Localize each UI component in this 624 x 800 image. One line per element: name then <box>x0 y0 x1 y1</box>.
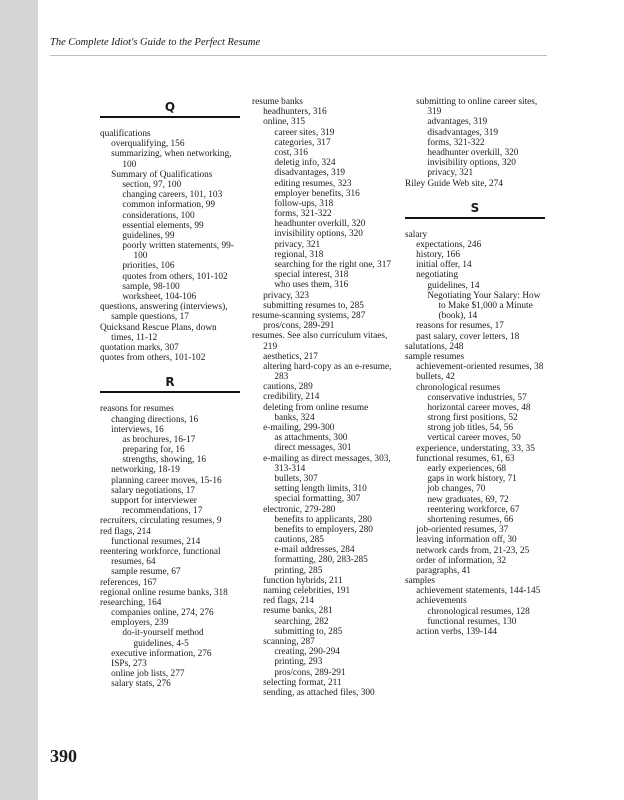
index-entry: Quicksand Rescue Plans, down times, 11-12 <box>100 322 217 343</box>
index-subentry: cautions, 289 <box>263 382 313 393</box>
index-subentry: privacy, 321 <box>274 239 321 250</box>
index-subentry: common information, 99 <box>122 200 216 211</box>
index-subentry: aesthetics, 217 <box>263 351 318 362</box>
index-subentry: bullets, 42 <box>416 372 455 383</box>
index-subentry: cautions, 285 <box>274 535 324 546</box>
index-subentry: essential elements, 99 <box>122 220 204 231</box>
index-entry: resume-scanning systems, 287 <box>252 310 366 321</box>
index-subentry: invisibility options, 320 <box>427 158 516 169</box>
index-subentry: new graduates, 69, 72 <box>427 494 509 505</box>
index-subentry: e-mail addresses, 284 <box>274 545 355 556</box>
index-subentry: gaps in work history, 71 <box>427 474 517 485</box>
index-subentry: do-it-yourself method guidelines, 4-5 <box>122 628 204 649</box>
index-subentry: bullets, 307 <box>274 473 318 484</box>
index-subentry: employers, 239 <box>111 618 169 629</box>
index-subentry: career sites, 319 <box>274 127 335 138</box>
index-entry: questions, answering (interviews), sample questions, 17 <box>100 302 228 323</box>
index-entry: resume banks <box>252 97 303 107</box>
index-subentry: achievement-oriented resumes, 38 <box>416 362 544 373</box>
index-subentry: who uses them, 316 <box>274 280 349 291</box>
index-subentry: early experiences, 68 <box>427 464 507 474</box>
index-subentry: achievement statements, 144-145 <box>416 586 541 597</box>
index-subentry: changing careers, 101, 103 <box>122 190 223 201</box>
index-subentry: employer benefits, 316 <box>274 188 360 199</box>
index-subentry: history, 166 <box>416 250 460 261</box>
index-subentry: functional resumes, 61, 63 <box>416 453 515 464</box>
index-subentry: horizontal career moves, 48 <box>427 402 531 413</box>
index-subentry: preparing for, 16 <box>122 445 185 456</box>
section-spacer <box>100 118 240 129</box>
index-subentry: printing, 293 <box>274 657 323 668</box>
index-subentry: strong first positions, 52 <box>427 413 518 424</box>
index-subentry: priorities, 106 <box>122 261 175 272</box>
index-subentry: cost, 316 <box>274 147 308 158</box>
index-entry: references, 167 <box>100 577 157 588</box>
index-subentry: worksheet, 104-106 <box>122 292 197 302</box>
index-subentry: sending, as attached files, 300 <box>263 687 375 698</box>
index-subentry: credibility, 214 <box>263 392 320 403</box>
index-subentry: Summary of Qualifications section, 97, 100 <box>111 169 213 190</box>
index-entry: sample resumes <box>405 351 465 362</box>
running-head: The Complete Idiot's Guide to the Perfect Resume <box>50 37 261 48</box>
index-subentry: searching for the right one, 317 <box>274 260 392 270</box>
index-subentry: planning career moves, 15-16 <box>111 475 222 486</box>
index-subentry: setting length limits, 310 <box>274 484 367 495</box>
index-entry: recruiters, circulating resumes, 9 <box>100 516 222 527</box>
index-subentry: electronic, 279-280 <box>263 504 336 515</box>
index-subentry: benefits to employers, 280 <box>274 524 373 535</box>
page-margin-strip <box>0 0 38 800</box>
index-subentry: job-oriented resumes, 37 <box>416 525 509 536</box>
index-subentry: guidelines, 99 <box>122 230 175 241</box>
index-subentry: ISPs, 273 <box>111 659 147 669</box>
header-rule <box>50 55 547 56</box>
index-subentry: formatting, 280, 283-285 <box>274 555 368 566</box>
index-subentry: headhunters, 316 <box>263 107 327 118</box>
section-spacer <box>405 189 545 201</box>
index-subentry: invisibility options, 320 <box>274 229 363 240</box>
index-entry: researching, 164 <box>100 597 162 608</box>
index-subentry: deletig info, 324 <box>274 158 336 169</box>
index-subentry: poorly written statements, 99-100 <box>122 241 234 262</box>
index-subentry: chronological resumes, 128 <box>427 606 530 617</box>
index-subentry: forms, 321-322 <box>274 209 332 220</box>
index-subentry: order of information, 32 <box>416 555 507 566</box>
index-subentry: submitting resumes to, 285 <box>263 300 364 311</box>
index-entry: reasons for resumes <box>100 404 174 415</box>
index-subentry: editing resumes, 323 <box>274 178 352 189</box>
index-entry: regional online resume banks, 318 <box>100 587 228 598</box>
index-subentry: job changes, 70 <box>427 484 486 495</box>
letter-heading: S <box>405 201 545 219</box>
index-subentry: disadvantages, 319 <box>274 168 346 179</box>
index-subentry: deleting from online resume banks, 324 <box>263 402 369 423</box>
index-subentry: networking, 18-19 <box>111 465 180 476</box>
index-subentry: searching, 282 <box>274 616 329 627</box>
index-entry: resumes. See also curriculum vitaes, 219 <box>252 331 388 352</box>
index-subentry: changing directions, 16 <box>111 414 199 425</box>
index-subentry: regional, 318 <box>274 249 324 260</box>
index-subentry: support for interviewer recommendations, 17 <box>111 496 203 517</box>
index-subentry: disadvantages, 319 <box>427 127 499 138</box>
index-entry: reentering workforce, functional resumes, 64 <box>100 546 221 568</box>
index-subentry: initial offer, 14 <box>416 260 472 271</box>
index-subentry: quotes from others, 101-102 <box>122 271 228 282</box>
index-subentry: e-mailing, 299-300 <box>263 423 335 433</box>
index-subentry: categories, 317 <box>274 137 331 148</box>
index-entry: salary <box>405 229 428 240</box>
letter-heading: Q <box>100 100 240 118</box>
index-subentry: reasons for resumes, 17 <box>416 321 504 332</box>
index-subentry: creating, 290-294 <box>274 647 340 658</box>
index-subentry: negotiating <box>416 270 458 281</box>
index-subentry: shortening resumes, 66 <box>427 514 514 525</box>
letter-heading: R <box>100 375 240 393</box>
index-subentry: overqualifying, 156 <box>111 139 185 150</box>
index-subentry: direct messages, 301 <box>274 443 352 454</box>
index-subentry: network cards from, 21-23, 25 <box>416 545 530 556</box>
index-subentry: sample resume, 67 <box>111 567 181 578</box>
index-subentry: as attachments, 300 <box>274 433 348 444</box>
index-subentry: reentering workforce, 67 <box>427 504 520 515</box>
index-subentry: guidelines, 14 <box>427 280 480 291</box>
index-subentry: benefits to applicants, 280 <box>274 514 372 525</box>
index-subentry: special formatting, 307 <box>274 494 361 505</box>
index-subentry: Negotiating Your Salary: How to Make $1,000 a Minute (book), 14 <box>427 290 541 322</box>
section-spacer <box>100 393 240 404</box>
index-subentry: chronological resumes <box>416 382 501 393</box>
index-subentry: pros/cons, 289-291 <box>274 667 346 678</box>
index-subentry: forms, 321-322 <box>427 137 485 148</box>
index-subentry: strengths, showing, 16 <box>122 455 206 466</box>
index-subentry: follow-ups, 318 <box>274 198 334 209</box>
index-subentry: summarizing, when networking, 100 <box>111 149 232 170</box>
index-subentry: leaving information off, 30 <box>416 535 517 546</box>
index-subentry: function hybrids, 211 <box>263 575 343 586</box>
index-subentry: interviews, 16 <box>111 424 164 435</box>
index-subentry: salary negotiations, 17 <box>111 485 196 496</box>
index-subentry: naming celebrities, 191 <box>263 586 351 596</box>
index-subentry: sample, 98-100 <box>122 281 180 292</box>
index-subentry: scanning, 287 <box>263 636 315 647</box>
index-subentry: achievements <box>416 596 467 607</box>
index-entry: quotation marks, 307 <box>100 342 179 353</box>
index-entry: salutations, 248 <box>405 341 464 352</box>
index-subentry: altering hard-copy as an e-resume, 283 <box>263 361 392 383</box>
index-subentry: privacy, 321 <box>427 168 474 179</box>
index-subentry: resume banks, 281 <box>263 606 333 617</box>
index-entry: quotes from others, 101-102 <box>100 353 206 364</box>
index-subentry: companies online, 274, 276 <box>111 608 214 619</box>
index-subentry: functional resumes, 130 <box>427 616 517 627</box>
index-subentry: action verbs, 139-144 <box>416 627 497 637</box>
section-spacer <box>100 363 240 375</box>
index-subentry: online, 315 <box>263 117 305 128</box>
index-entry: samples <box>405 576 435 587</box>
index-subentry: executive information, 276 <box>111 648 212 659</box>
index-subentry: pros/cons, 289-291 <box>263 321 335 332</box>
index-subentry: e-mailing as direct messages, 303, 313-314 <box>263 453 391 474</box>
section-spacer <box>405 219 545 230</box>
index-subentry: printing, 285 <box>274 565 323 576</box>
page-number: 390 <box>50 746 77 766</box>
index-subentry: advantages, 319 <box>427 117 488 128</box>
index-subentry: expectations, 246 <box>416 239 482 250</box>
index-subentry: online job lists, 277 <box>111 669 185 680</box>
index-column-3 <box>405 97 545 637</box>
index-column-1 <box>100 97 240 690</box>
index-subentry: past salary, cover letters, 18 <box>416 331 520 342</box>
index-subentry: headhunter overkill, 320 <box>427 147 519 158</box>
index-subentry: salary stats, 276 <box>111 679 171 690</box>
index-subentry: paragraphs, 41 <box>416 565 471 576</box>
index-subentry: vertical career moves, 50 <box>427 433 521 444</box>
index-subentry: submitting to, 285 <box>274 626 343 637</box>
index-entry: red flags, 214 <box>100 526 151 537</box>
index-subentry: functional resumes, 214 <box>111 536 201 547</box>
index-subentry: submitting to online career sites, 319 <box>416 97 538 118</box>
index-subentry: as brochures, 16-17 <box>122 434 196 445</box>
index-subentry: experience, understating, 33, 35 <box>416 443 535 454</box>
index-subentry: selecting format, 211 <box>263 677 342 688</box>
index-subentry: conservative industries, 57 <box>427 392 527 403</box>
index-subentry: headhunter overkill, 320 <box>274 219 366 230</box>
index-entry: Riley Guide Web site, 274 <box>405 178 503 189</box>
index-subentry: special interest, 318 <box>274 270 349 281</box>
index-entry: qualifications <box>100 129 151 139</box>
index-subentry: considerations, 100 <box>122 210 195 221</box>
index-column-2 <box>252 97 392 698</box>
index-subentry: privacy, 323 <box>263 290 310 301</box>
index-subentry: strong job titles, 54, 56 <box>427 423 514 434</box>
index-subentry: red flags, 214 <box>263 596 315 607</box>
